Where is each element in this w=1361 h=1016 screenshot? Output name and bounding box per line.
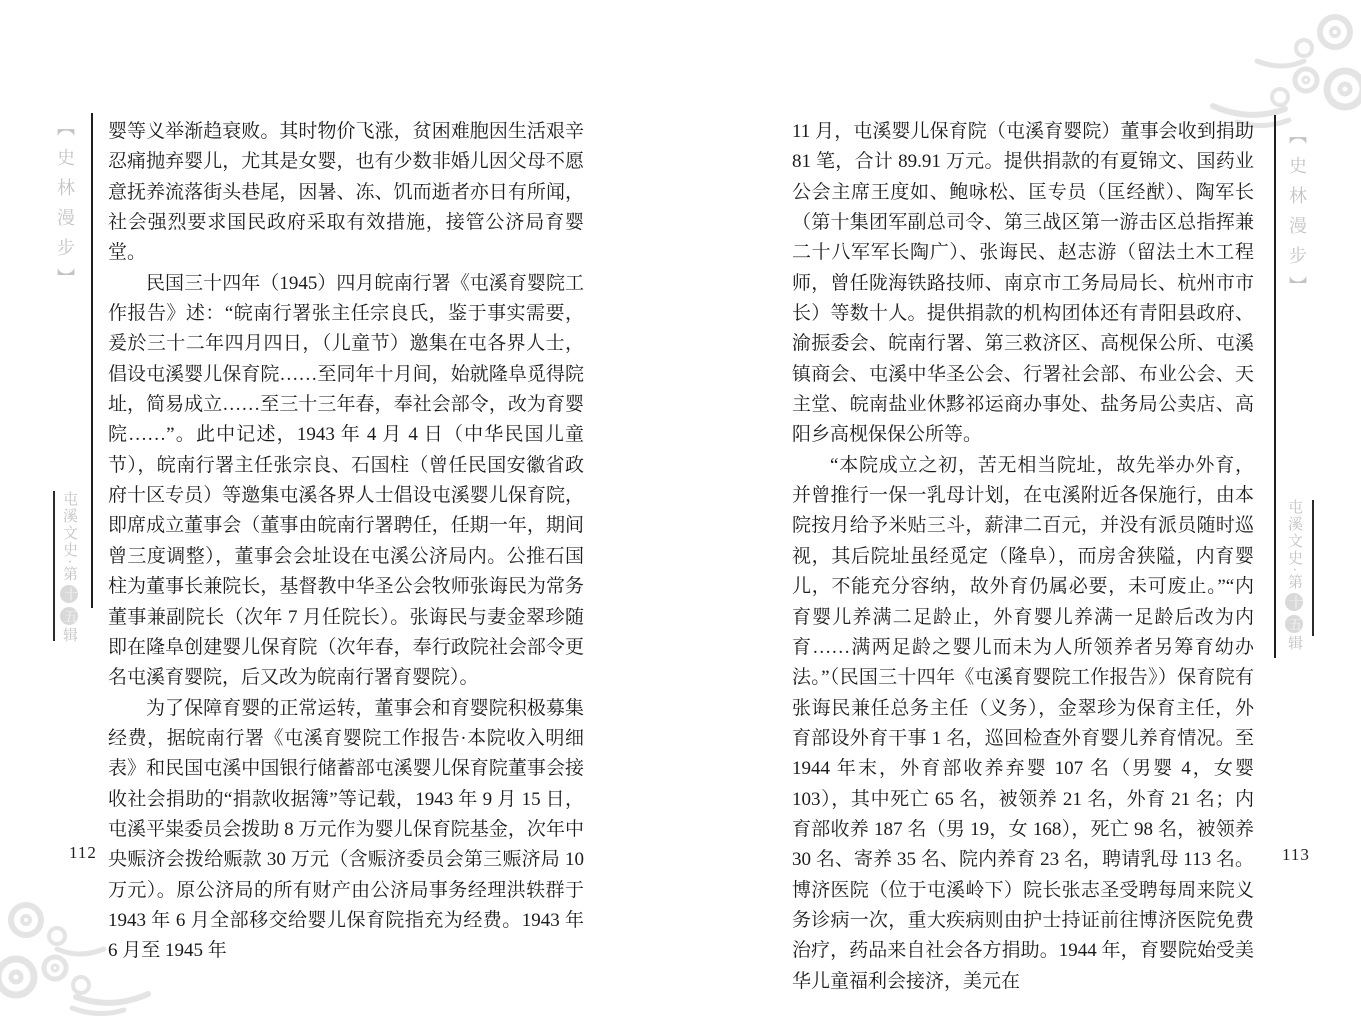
paragraph: “本院成立之初，苦无相当院址，故先举办外育，并曾推行一保一乳母计划，在屯溪附近各保施行，由本院按月给予米贴三斗，薪津二百元，并没有派员随时巡视，其后院址虽经觅定（隆阜），而房舍狭隘，内育婴儿，不能充分容纳，故外育仍属必要，未可废止。”“内育婴儿养满二足龄止，外育婴儿养满一足龄后改为内育……满两足龄之婴儿而未为人所领养者另筹育幼办法。”（民国三十四年《屯溪育婴院工作报告》）保育院有张诲民兼任总务主任（义务），金翠珍为保育主任，外育部设外育干事 1 名，巡回检查外育婴儿养育情况。至 1944 年末，外育部收养弃婴 107 名（男婴 4，女婴 103），其中死亡 65 名，被领养 21 名，外育 21 名；内育部收养 187 名（男 19，女 168），死亡 98 名，被领养 30 名、寄养 35 名、院内养育 23 名，聘请乳母 113 名。博济医院（位于屯溪岭下）院长张志圣受聘每周来院义务诊病一次，重大疾病则由护士持证前往博济医院免费治疗，药品来自社会各方捐助。1944 年，育婴院始受美华儿童福利会接济，美元在 [792,454,1254,992]
paragraph: 11 月，屯溪婴儿保育院（屯溪育婴院）董事会收到捐助 81 笔，合计 89.91 万元。提供捐款的有夏锦文、国药业公会主席王度如、鲍咏松、匡专员（匡经猷）、陶军长（第十集团军副总司令、第三战区第一游击区总指挥兼二十八军军长陶广）、张诲民、赵志游（留法土木工程师，曾任陇海铁路技师、南京市工务局局长、杭州市市长）等数十人。提供捐款的机构团体还有青阳县政府、渝振委会、皖南行署、第三救济区、高枧保公所、屯溪镇商会、屯溪中华圣公会、行署社会部、布业公会、天主堂、皖南盐业休黟祁运商办事处、盐务局公卖店、高阳乡高枧保保公所等。 [792,121,1254,446]
series-circled-char: 十 [1287,595,1302,609]
left-series-label [60,491,78,644]
series-prefix: 屯溪文史·第 [61,491,77,583]
series-suffix: 辑 [1286,635,1302,652]
series-suffix: 辑 [61,627,77,644]
series-prefix: 屯溪文史·第 [1286,499,1302,591]
left-series-bar [53,491,55,641]
right-series-label [1285,499,1303,652]
series-circled-char: 十 [62,587,77,601]
right-column-header: 【史林漫步】 [1287,126,1307,306]
right-margin-rule [1274,115,1276,658]
series-circled-char: 五 [62,609,77,623]
series-circled-char: 五 [1287,617,1302,631]
left-margin-rule [91,113,93,608]
left-page-text [108,117,584,967]
paragraph: 婴等义举渐趋衰败。其时物价飞涨，贫困难胞因生活艰辛忍痛抛弃婴儿，尤其是女婴，也有少数非婚儿因父母不愿意抚养流落街头巷尾，因暑、冻、饥而逝者亦日有所闻，社会强烈要求国民政府采取有效措施，接管公济局育婴堂。 [108,121,584,264]
page-number-left: 112 [69,843,97,862]
right-series-bar [1312,500,1314,636]
page-number-right: 113 [1282,845,1310,864]
left-column-header: 【史林漫步】 [55,118,75,298]
right-page-text [792,117,1254,997]
paragraph: 为了保障育婴的正常运转，董事会和育婴院积极募集经费，据皖南行署《屯溪育婴院工作报告·本院收入明细表》和民国屯溪中国银行储蓄部屯溪婴儿保育院董事会接收社会捐助的“捐款收据簿”等记载，1943 年 9 月 15 日，屯溪平粜委员会拨助 8 万元作为婴儿保育院基金，次年中央赈济会拨给赈款 30 万元（含赈济委员会第三赈济局 10 万元）。原公济局的所有财产由公济局事务经理洪轶群于 1943 年 6 月全部移交给婴儿保育院指充为经费。1943 年 6 月至 1945 年 [108,697,584,962]
paragraph: 民国三十四年（1945）四月皖南行署《屯溪育婴院工作报告》述：“皖南行署张主任宗良氏，鉴于事实需要，爰於三十二年四月四日，（儿童节）邀集在屯各界人士，倡设屯溪婴儿保育院……至同年十月间，始就隆阜觅得院址，简易成立……至三十三年春，奉社会部令，改为育婴院……”。此中记述，1943 年 4 月 4 日（中华民国儿童节），皖南行署主任张宗良、石国柱（曾任民国安徽省政府十区专员）等邀集屯溪各界人士倡设屯溪婴儿保育院，即席成立董事会（董事由皖南行署聘任，任期一年，期间曾三度调整），董事会会址设在屯溪公济局内。公推石国柱为董事长兼院长，基督教中华圣公会牧师张诲民为常务董事兼副院长（次年 7 月任院长）。张诲民与妻金翠珍随即在隆阜创建婴儿保育院（次年春，奉行政院社会部令更名屯溪育婴院，后又改为皖南行署育婴院）。 [108,272,584,689]
